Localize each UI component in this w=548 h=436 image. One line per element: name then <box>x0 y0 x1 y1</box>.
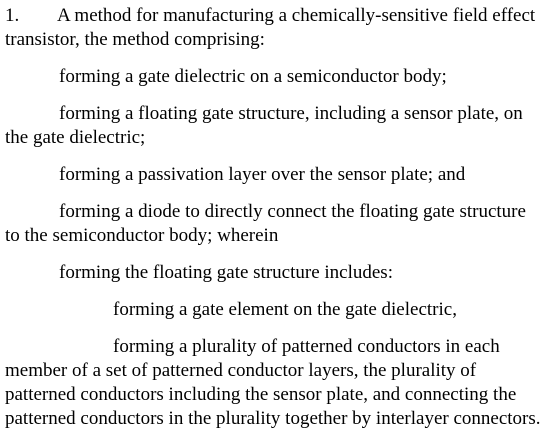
claim-preamble: A method for manufacturing a chemically-sensitive field effect transistor, the method comprising: <box>5 5 536 50</box>
claim-step-2: forming a floating gate structure, including a sensor plate, on the gate dielectric; <box>5 103 523 148</box>
claim-step-5: forming the floating gate structure includes: <box>59 262 393 283</box>
claim-step-4: forming a diode to directly connect the floating gate structure to the semiconductor body; wherein <box>5 201 526 246</box>
claim-number: 1. <box>5 5 20 26</box>
claim-step-1: forming a gate dielectric on a semiconductor body; <box>59 66 447 87</box>
claim-substep-1: forming a gate element on the gate dielectric, <box>113 299 457 320</box>
claim-step-3: forming a passivation layer over the sensor plate; and <box>59 164 466 185</box>
patent-claim <box>5 0 545 431</box>
claim-substep-2: forming a plurality of patterned conductors in each member of a set of patterned conductor layers, the plurality of patterned conductors including the sensor plate, and connecting the patterned conductors in the plurality together by interlayer connectors. <box>5 336 541 429</box>
claim-preamble-paragraph <box>5 4 545 52</box>
